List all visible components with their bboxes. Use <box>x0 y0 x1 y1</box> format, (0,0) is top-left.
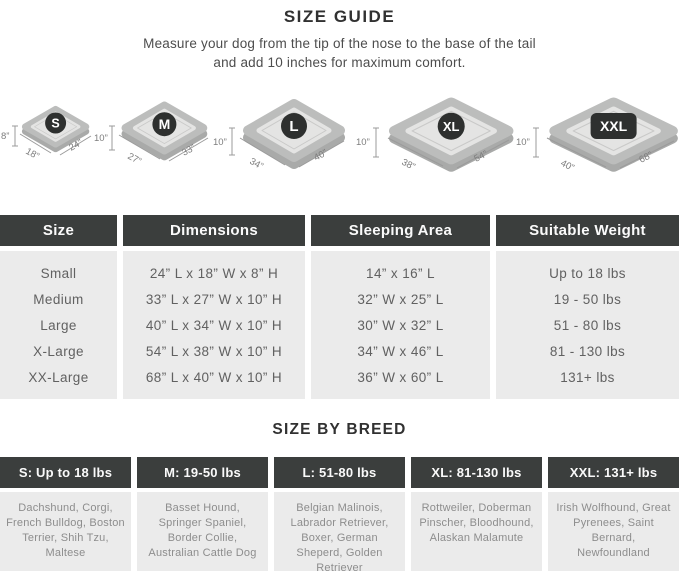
size-table-header-size: Size <box>0 215 117 246</box>
size-cell: Large <box>40 318 77 333</box>
sleeping-area-cell: 34” W x 46” L <box>357 344 444 359</box>
size-cell: Medium <box>33 292 84 307</box>
suitable-weight-cell: 51 - 80 lbs <box>553 318 622 333</box>
height-dim-bracket <box>109 126 115 150</box>
bed-illustration-xxl <box>514 78 679 184</box>
bed-s-height-label: 8” <box>1 131 10 142</box>
size-m-badge-label: M <box>158 116 171 133</box>
subtitle-line-2: and add 10 inches for maximum comfort. <box>213 55 466 70</box>
sleeping-area-cell: 30” W x 32” L <box>357 318 444 333</box>
suitable-weight-column <box>496 251 679 399</box>
breed-header-m: M: 19-50 lbs <box>137 457 268 488</box>
bed-xl-width-label: 38” <box>399 156 417 173</box>
breed-header-s: S: Up to 18 lbs <box>0 457 131 488</box>
dimensions-cell: 40” L x 34” W x 10” H <box>145 318 283 333</box>
dimensions-cell: 54” L x 38” W x 10” H <box>145 344 283 359</box>
breed-list-xxl: Irish Wolfhound, Great Pyrenees, Saint Bernard, Newfoundland <box>548 492 679 571</box>
sleeping-area-column <box>311 251 490 399</box>
sleeping-area-cell: 14” x 16” L <box>366 266 435 281</box>
size-cell: X-Large <box>33 344 84 359</box>
size-table-header-sleeping-area: Sleeping Area <box>311 215 490 246</box>
sleeping-area-cell: 36” W x 60” L <box>357 370 444 385</box>
suitable-weight-cell: Up to 18 lbs <box>549 266 626 281</box>
dimensions-cell: 24” L x 18” W x 8” H <box>149 266 279 281</box>
size-cell: Small <box>40 266 77 281</box>
height-dim-bracket <box>373 128 379 157</box>
suitable-weight-cell: 19 - 50 lbs <box>553 292 622 307</box>
height-dim-bracket <box>12 126 18 146</box>
breed-list-xl: Rottweiler, Doberman Pinscher, Bloodhound, Alaskan Malamute <box>411 492 542 571</box>
bed-illustrations-row <box>0 78 679 184</box>
breed-list-m: Basset Hound, Springer Spaniel, Border Collie, Australian Cattle Dog <box>137 492 268 571</box>
suitable-weight-cell: 81 - 130 lbs <box>549 344 626 359</box>
bed-xl-length-label: 54” <box>472 148 490 165</box>
bed-illustration-xl <box>352 78 514 184</box>
size-table <box>0 215 679 399</box>
breed-header-xxl: XXL: 131+ lbs <box>548 457 679 488</box>
page-subtitle <box>0 34 679 72</box>
breed-section-title: SIZE BY BREED <box>272 421 407 438</box>
size-l-badge-label: L <box>289 118 299 136</box>
bed-xxl-width-label: 40” <box>558 157 576 174</box>
bed-l-width-label: 34” <box>247 156 265 173</box>
bed-illustration-l <box>210 78 352 184</box>
bed-l-height-label: 10” <box>213 137 227 148</box>
bed-m-height-label: 10” <box>94 133 108 144</box>
size-s-badge-label: S <box>51 116 60 131</box>
size-column <box>0 251 117 399</box>
height-dim-bracket <box>229 128 235 155</box>
subtitle-line-1: Measure your dog from the tip of the nose to the base of the tail <box>143 36 536 51</box>
dimensions-cell: 33” L x 27” W x 10” H <box>145 292 283 307</box>
breed-header-xl: XL: 81-130 lbs <box>411 457 542 488</box>
bed-illustration-s <box>0 78 94 184</box>
breed-table <box>0 457 679 574</box>
bed-m-width-label: 27” <box>125 151 143 168</box>
dimensions-cell: 68” L x 40” W x 10” H <box>145 370 283 385</box>
bed-xxl-length-label: 68” <box>637 149 655 166</box>
dimensions-column <box>123 251 305 399</box>
size-xl-badge-label: XL <box>442 119 460 134</box>
page-title: SIZE GUIDE <box>283 7 396 26</box>
bed-m-length-label: 33” <box>180 142 198 159</box>
sleeping-area-cell: 32” W x 25” L <box>357 292 444 307</box>
bed-illustration-m <box>94 78 210 184</box>
breed-list-s: Dachshund, Corgi, French Bulldog, Boston Terrier, Shih Tzu, Maltese <box>0 492 131 571</box>
breed-list-l: Belgian Malinois, Labrador Retriever, Boxer, German Sheperd, Golden Retriever <box>274 492 405 571</box>
bed-xl-height-label: 10” <box>356 137 370 148</box>
bed-s-width-label: 18” <box>23 146 41 163</box>
size-cell: XX-Large <box>28 370 89 385</box>
bed-l-length-label: 40” <box>312 147 330 164</box>
size-xxl-badge-label: XXL <box>599 118 628 134</box>
suitable-weight-cell: 131+ lbs <box>560 370 615 385</box>
bed-s-length-label: 24” <box>67 137 85 154</box>
breed-header-l: L: 51-80 lbs <box>274 457 405 488</box>
bed-xxl-height-label: 10” <box>516 137 530 148</box>
size-table-header-dimensions: Dimensions <box>123 215 305 246</box>
size-table-header-suitable-weight: Suitable Weight <box>496 215 679 246</box>
height-dim-bracket <box>533 128 539 157</box>
